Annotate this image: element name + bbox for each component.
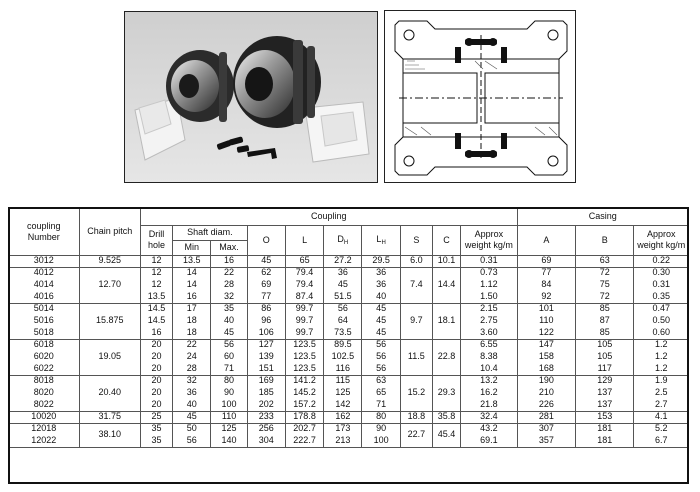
cell-max: 22	[211, 267, 247, 279]
cell-o: 106	[247, 327, 285, 339]
cell-l: 178.8	[285, 411, 323, 423]
header-lh-label: L	[376, 233, 382, 244]
cell-max: 110	[211, 411, 247, 423]
header-min: Min	[173, 240, 211, 255]
cell-o: 127	[247, 339, 285, 351]
cell-coupling-number: 3012	[9, 255, 80, 267]
cell-w: 13.2	[461, 375, 517, 387]
cell-a: 92	[517, 291, 575, 303]
cell-b: 181	[576, 423, 634, 435]
cell-s: 22.7	[400, 423, 432, 447]
cell-w: 0.73	[461, 267, 517, 279]
cell-a: 190	[517, 375, 575, 387]
cell-cw: 0.30	[634, 267, 689, 279]
cell-max: 56	[211, 339, 247, 351]
cell-dh: 73.5	[324, 327, 362, 339]
cell-min: 45	[173, 411, 211, 423]
cell-a: 110	[517, 315, 575, 327]
cell-l: 99.7	[285, 327, 323, 339]
cell-chain-pitch: 20.40	[79, 375, 140, 411]
cell-lh: 40	[362, 291, 400, 303]
header-coupling-number: coupling Number	[9, 208, 80, 255]
cell-lh: 56	[362, 363, 400, 375]
cell-w: 2.15	[461, 303, 517, 315]
cell-drill: 35	[140, 423, 172, 435]
cell-min: 17	[173, 303, 211, 315]
cell-o: 77	[247, 291, 285, 303]
coupling-cross-section-drawing	[384, 10, 576, 183]
coupling-spec-table	[8, 207, 689, 448]
cell-max: 45	[211, 327, 247, 339]
cell-w: 0.31	[461, 255, 517, 267]
cell-lh: 36	[362, 279, 400, 291]
cell-s: 11.5	[400, 339, 432, 375]
cell-a: 210	[517, 387, 575, 399]
cell-min: 36	[173, 387, 211, 399]
cell-drill: 20	[140, 399, 172, 411]
cell-w: 21.8	[461, 399, 517, 411]
coupling-photo	[124, 11, 378, 183]
cell-dh: 116	[324, 363, 362, 375]
cell-dh: 45	[324, 279, 362, 291]
cell-coupling-number: 4014	[9, 279, 80, 291]
cell-coupling-number: 8018	[9, 375, 80, 387]
cell-a: 281	[517, 411, 575, 423]
cell-o: 169	[247, 375, 285, 387]
cell-o: 233	[247, 411, 285, 423]
table-row	[9, 255, 689, 267]
cell-b: 87	[576, 315, 634, 327]
cell-chain-pitch: 31.75	[79, 411, 140, 423]
cell-dh: 125	[324, 387, 362, 399]
cell-l: 123.5	[285, 339, 323, 351]
cell-c: 45.4	[432, 423, 460, 447]
cell-dh: 64	[324, 315, 362, 327]
cross-section-illustration	[385, 11, 576, 183]
cell-coupling-number: 10020	[9, 411, 80, 423]
cell-b: 105	[576, 339, 634, 351]
cell-a: 69	[517, 255, 575, 267]
cell-cw: 1.2	[634, 351, 689, 363]
header-dh	[324, 225, 362, 255]
cell-l: 157.2	[285, 399, 323, 411]
header-coupling-group: Coupling	[140, 208, 517, 225]
cell-lh: 45	[362, 315, 400, 327]
cell-l: 99.7	[285, 303, 323, 315]
cell-dh: 89.5	[324, 339, 362, 351]
cell-w: 3.60	[461, 327, 517, 339]
cell-cw: 2.7	[634, 399, 689, 411]
cell-cw: 1.2	[634, 339, 689, 351]
cell-a: 307	[517, 423, 575, 435]
cell-dh: 36	[324, 267, 362, 279]
cell-o: 304	[247, 435, 285, 447]
cell-l: 145.2	[285, 387, 323, 399]
cell-coupling-number: 8020	[9, 387, 80, 399]
cell-cw: 0.22	[634, 255, 689, 267]
cell-coupling-number: 6018	[9, 339, 80, 351]
cell-min: 14	[173, 279, 211, 291]
cell-w: 1.50	[461, 291, 517, 303]
cell-lh: 45	[362, 327, 400, 339]
cell-b: 75	[576, 279, 634, 291]
cell-coupling-number: 5014	[9, 303, 80, 315]
table-row	[9, 375, 689, 387]
cell-s: 9.7	[400, 303, 432, 339]
cell-drill: 20	[140, 339, 172, 351]
cell-c: 22.8	[432, 339, 460, 375]
header-shaft-diam: Shaft diam.	[173, 225, 248, 240]
cell-o: 96	[247, 315, 285, 327]
cell-l: 79.4	[285, 279, 323, 291]
cell-min: 18	[173, 315, 211, 327]
cell-w: 8.38	[461, 351, 517, 363]
cell-coupling-number: 6020	[9, 351, 80, 363]
cell-lh: 100	[362, 435, 400, 447]
cell-drill: 16	[140, 327, 172, 339]
cell-cw: 4.1	[634, 411, 689, 423]
cell-w: 69.1	[461, 435, 517, 447]
cell-cw: 6.7	[634, 435, 689, 447]
cell-coupling-number: 4016	[9, 291, 80, 303]
cell-o: 151	[247, 363, 285, 375]
cell-o: 256	[247, 423, 285, 435]
cell-a: 168	[517, 363, 575, 375]
cell-lh: 63	[362, 375, 400, 387]
cell-max: 40	[211, 315, 247, 327]
table-row	[9, 339, 689, 351]
cell-chain-pitch: 19.05	[79, 339, 140, 375]
cell-dh: 51.5	[324, 291, 362, 303]
cell-min: 14	[173, 267, 211, 279]
cell-dh: 115	[324, 375, 362, 387]
cell-o: 62	[247, 267, 285, 279]
cell-min: 40	[173, 399, 211, 411]
cell-l: 202.7	[285, 423, 323, 435]
cell-c: 29.3	[432, 375, 460, 411]
cell-drill: 25	[140, 411, 172, 423]
cell-cw: 1.2	[634, 363, 689, 375]
cell-max: 16	[211, 255, 247, 267]
cell-w: 32.4	[461, 411, 517, 423]
cell-l: 99.7	[285, 315, 323, 327]
table-row	[9, 411, 689, 423]
cell-coupling-number: 8022	[9, 399, 80, 411]
cell-l: 123.5	[285, 363, 323, 375]
cell-max: 100	[211, 399, 247, 411]
cell-drill: 14.5	[140, 315, 172, 327]
cell-s: 6.0	[400, 255, 432, 267]
cell-b: 63	[576, 255, 634, 267]
cell-c: 35.8	[432, 411, 460, 423]
cell-coupling-number: 12022	[9, 435, 80, 447]
cell-min: 22	[173, 339, 211, 351]
cell-chain-pitch: 15.875	[79, 303, 140, 339]
table-row	[9, 303, 689, 315]
cell-lh: 71	[362, 399, 400, 411]
cell-a: 122	[517, 327, 575, 339]
cell-cw: 1.9	[634, 375, 689, 387]
cell-s: 18.8	[400, 411, 432, 423]
cell-max: 125	[211, 423, 247, 435]
cell-lh: 80	[362, 411, 400, 423]
cell-cw: 0.60	[634, 327, 689, 339]
cell-l: 65	[285, 255, 323, 267]
cell-b: 137	[576, 387, 634, 399]
cell-a: 158	[517, 351, 575, 363]
cell-min: 32	[173, 375, 211, 387]
cell-chain-pitch: 12.70	[79, 267, 140, 303]
header-drill-hole: Drill hole	[140, 225, 172, 255]
cell-coupling-number: 12018	[9, 423, 80, 435]
cell-w: 10.4	[461, 363, 517, 375]
cell-b: 181	[576, 435, 634, 447]
cell-w: 16.2	[461, 387, 517, 399]
cell-min: 56	[173, 435, 211, 447]
cell-lh: 65	[362, 387, 400, 399]
cell-o: 69	[247, 279, 285, 291]
cell-max: 28	[211, 279, 247, 291]
cell-l: 123.5	[285, 351, 323, 363]
cell-max: 32	[211, 291, 247, 303]
cell-drill: 12	[140, 279, 172, 291]
cell-drill: 12	[140, 255, 172, 267]
cell-dh: 142	[324, 399, 362, 411]
cell-dh: 56	[324, 303, 362, 315]
header-o: O	[247, 225, 285, 255]
cell-dh: 173	[324, 423, 362, 435]
spec-table-body	[9, 255, 689, 447]
cell-b: 85	[576, 327, 634, 339]
cell-dh: 27.2	[324, 255, 362, 267]
cell-c: 14.4	[432, 267, 460, 303]
cell-a: 77	[517, 267, 575, 279]
cell-b: 129	[576, 375, 634, 387]
header-s: S	[400, 225, 432, 255]
cell-min: 18	[173, 327, 211, 339]
cell-w: 43.2	[461, 423, 517, 435]
cell-lh: 56	[362, 339, 400, 351]
cell-max: 90	[211, 387, 247, 399]
cell-b: 137	[576, 399, 634, 411]
cell-dh: 162	[324, 411, 362, 423]
coupling-photo-illustration	[125, 12, 378, 183]
cell-drill: 20	[140, 375, 172, 387]
cell-o: 185	[247, 387, 285, 399]
cell-o: 139	[247, 351, 285, 363]
header-chain-pitch: Chain pitch	[79, 208, 140, 255]
cell-max: 140	[211, 435, 247, 447]
cell-coupling-number: 4012	[9, 267, 80, 279]
header-b: B	[576, 225, 634, 255]
cell-b: 72	[576, 267, 634, 279]
cell-max: 35	[211, 303, 247, 315]
cell-cw: 2.5	[634, 387, 689, 399]
cell-cw: 0.50	[634, 315, 689, 327]
header-approx-weight-casing: Approx weight kg/m	[634, 225, 689, 255]
cell-c: 18.1	[432, 303, 460, 339]
cell-w: 2.75	[461, 315, 517, 327]
header-casing-group: Casing	[517, 208, 688, 225]
cell-dh: 102.5	[324, 351, 362, 363]
cell-a: 357	[517, 435, 575, 447]
cell-drill: 20	[140, 363, 172, 375]
cell-o: 45	[247, 255, 285, 267]
cell-s: 15.2	[400, 375, 432, 411]
cell-cw: 0.47	[634, 303, 689, 315]
cell-chain-pitch: 9.525	[79, 255, 140, 267]
cell-coupling-number: 5018	[9, 327, 80, 339]
header-lh	[362, 225, 400, 255]
cell-lh: 45	[362, 303, 400, 315]
cell-l: 87.4	[285, 291, 323, 303]
cell-cw: 0.31	[634, 279, 689, 291]
cell-chain-pitch: 38.10	[79, 423, 140, 447]
cell-a: 101	[517, 303, 575, 315]
cell-coupling-number: 6022	[9, 363, 80, 375]
cell-o: 202	[247, 399, 285, 411]
cell-coupling-number: 5016	[9, 315, 80, 327]
header-approx-weight-coupling: Approx weight kg/m	[461, 225, 517, 255]
cell-min: 50	[173, 423, 211, 435]
table-row	[9, 267, 689, 279]
cell-b: 72	[576, 291, 634, 303]
cell-c: 10.1	[432, 255, 460, 267]
cell-lh: 90	[362, 423, 400, 435]
cell-b: 85	[576, 303, 634, 315]
cell-drill: 20	[140, 387, 172, 399]
cell-b: 105	[576, 351, 634, 363]
header-c: C	[432, 225, 460, 255]
cell-drill: 14.5	[140, 303, 172, 315]
cell-drill: 12	[140, 267, 172, 279]
header-dh-subscript: H	[343, 239, 349, 246]
cell-b: 117	[576, 363, 634, 375]
cell-b: 153	[576, 411, 634, 423]
cell-lh: 36	[362, 267, 400, 279]
cell-cw: 5.2	[634, 423, 689, 435]
cell-l: 222.7	[285, 435, 323, 447]
cell-a: 147	[517, 339, 575, 351]
cell-a: 226	[517, 399, 575, 411]
cell-min: 13.5	[173, 255, 211, 267]
cell-min: 16	[173, 291, 211, 303]
cell-l: 79.4	[285, 267, 323, 279]
cell-cw: 0.35	[634, 291, 689, 303]
header-a: A	[517, 225, 575, 255]
cell-max: 60	[211, 351, 247, 363]
cell-min: 24	[173, 351, 211, 363]
cell-drill: 13.5	[140, 291, 172, 303]
header-l: L	[285, 225, 323, 255]
cell-a: 84	[517, 279, 575, 291]
cell-lh: 29.5	[362, 255, 400, 267]
cell-drill: 20	[140, 351, 172, 363]
cell-s: 7.4	[400, 267, 432, 303]
header-max: Max.	[211, 240, 247, 255]
cell-max: 71	[211, 363, 247, 375]
cell-lh: 56	[362, 351, 400, 363]
header-lh-subscript: H	[381, 239, 386, 246]
header-dh-label: D	[337, 233, 344, 244]
table-row	[9, 423, 689, 435]
cell-dh: 213	[324, 435, 362, 447]
cell-min: 28	[173, 363, 211, 375]
cell-drill: 35	[140, 435, 172, 447]
cell-w: 1.12	[461, 279, 517, 291]
cell-w: 6.55	[461, 339, 517, 351]
cell-l: 141.2	[285, 375, 323, 387]
cell-o: 86	[247, 303, 285, 315]
cell-max: 80	[211, 375, 247, 387]
